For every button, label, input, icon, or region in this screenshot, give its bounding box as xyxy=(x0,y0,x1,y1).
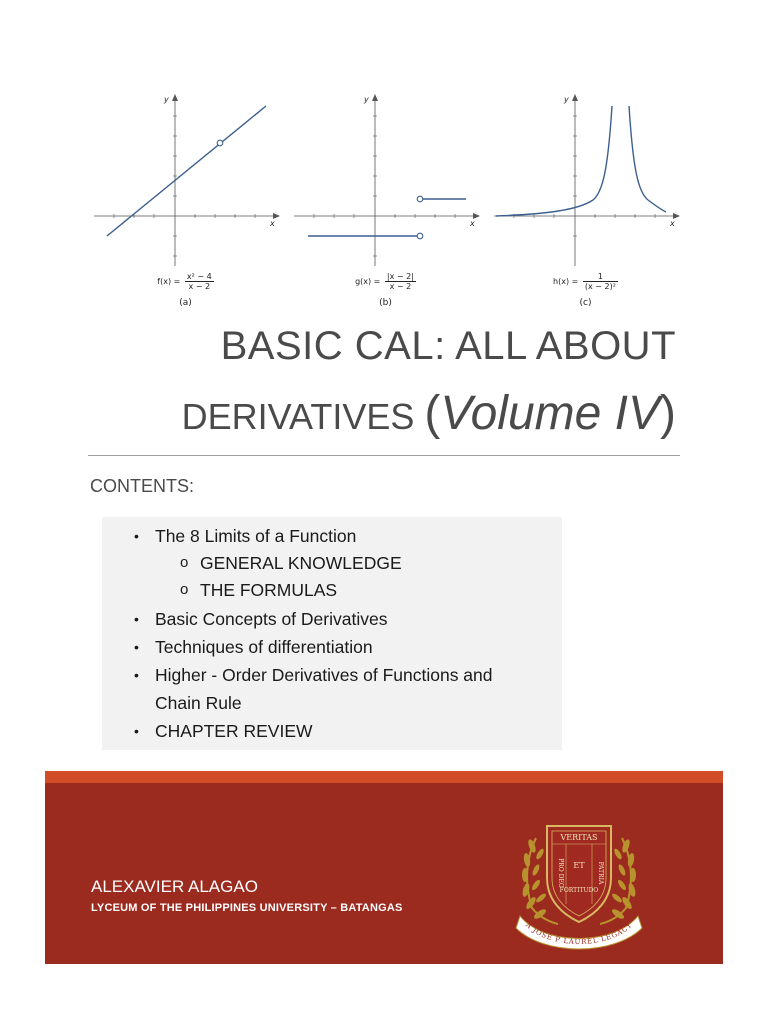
x-axis-label: x xyxy=(270,219,275,228)
function-graphs xyxy=(88,88,688,318)
y-axis-label: y xyxy=(364,95,369,104)
item-higher-order-cont: Chain Rule xyxy=(155,693,242,713)
seal-top-text: VERITAS xyxy=(560,833,598,842)
item-basic-concepts: Basic Concepts of Derivatives xyxy=(155,609,388,629)
line-curve xyxy=(107,106,266,236)
university-seal-icon xyxy=(514,818,644,954)
bullet-icon: • xyxy=(134,723,139,739)
bullet-icon: • xyxy=(134,639,139,655)
sub-item-formulas: THE FORMULAS xyxy=(200,580,338,600)
formula-a-fraction xyxy=(185,272,214,291)
seal-left-text: PRO DEO xyxy=(557,858,564,888)
title-paren-open: ( xyxy=(424,387,441,440)
graph-b-plot xyxy=(288,88,483,268)
bullet-icon: • xyxy=(134,611,139,627)
right-branch xyxy=(629,106,666,212)
item-techniques: Techniques of differentiation xyxy=(155,637,373,657)
formula-b-denominator: x − 2 xyxy=(389,282,412,291)
x-axis-label: x xyxy=(470,219,475,228)
graph-b xyxy=(288,88,483,318)
formula-c-fraction xyxy=(583,272,618,291)
item-limits: The 8 Limits of a Function xyxy=(155,526,357,546)
y-axis-label: y xyxy=(164,95,169,104)
formula-c-name: h(x) = xyxy=(553,277,579,286)
formula-b xyxy=(288,272,483,291)
y-axis-label: y xyxy=(564,95,569,104)
seal-bottom-text: FORTITUDO xyxy=(559,887,599,894)
formula-a-name: f(x) = xyxy=(157,277,181,286)
item-chapter-review: CHAPTER REVIEW xyxy=(155,721,313,741)
footer-accent-stripe xyxy=(45,771,723,783)
hole-point xyxy=(217,140,223,146)
formula-b-name: g(x) = xyxy=(355,277,381,286)
formula-c-denominator: (x − 2)² xyxy=(584,282,616,291)
formula-b-numerator: |x − 2| xyxy=(386,272,414,281)
title-paren-close: ) xyxy=(660,387,676,440)
seal-ribbon-text: A JOSE P LAUREL LEGACY xyxy=(524,921,634,947)
bullet-icon: • xyxy=(134,528,139,544)
seal-middle-text: ET xyxy=(573,861,585,870)
title-volume: Volume IV xyxy=(440,387,661,440)
caption-c: (c) xyxy=(579,298,592,308)
item-higher-order: Higher - Order Derivatives of Functions and xyxy=(155,665,493,685)
formula-a xyxy=(88,272,283,291)
title-line-1: BASIC CAL: ALL ABOUT xyxy=(220,324,676,368)
sub-bullet-icon: o xyxy=(180,554,189,571)
sub-bullet-icon: o xyxy=(180,581,189,598)
seal-right-text: PATRIA xyxy=(597,861,604,885)
formula-a-denominator: x − 2 xyxy=(188,282,211,291)
graph-a-plot xyxy=(88,88,283,268)
formula-a-numerator: x² − 4 xyxy=(186,272,212,281)
formula-c-numerator: 1 xyxy=(583,272,618,282)
open-point-upper xyxy=(417,196,423,202)
contents-heading: CONTENTS: xyxy=(90,476,195,496)
graph-c-plot xyxy=(488,88,683,268)
x-axis-label: x xyxy=(670,219,675,228)
school-name: LYCEUM OF THE PHILIPPINES UNIVERSITY – BATANGAS xyxy=(91,902,403,914)
contents-box xyxy=(102,517,562,750)
caption-b: (b) xyxy=(379,298,392,308)
sub-item-general-knowledge: GENERAL KNOWLEDGE xyxy=(200,553,402,573)
title-divider xyxy=(88,455,680,456)
title-derivatives: DERIVATIVES xyxy=(181,396,415,437)
open-point-lower xyxy=(417,233,423,239)
caption-a: (a) xyxy=(179,298,192,308)
left-branch xyxy=(496,106,612,216)
author-name: ALEXAVIER ALAGAO xyxy=(91,877,258,896)
formula-c xyxy=(488,272,683,291)
title-line-2 xyxy=(88,386,676,441)
graph-c xyxy=(488,88,683,318)
bullet-icon: • xyxy=(134,667,139,683)
formula-b-fraction xyxy=(385,272,416,291)
graph-a xyxy=(88,88,283,318)
